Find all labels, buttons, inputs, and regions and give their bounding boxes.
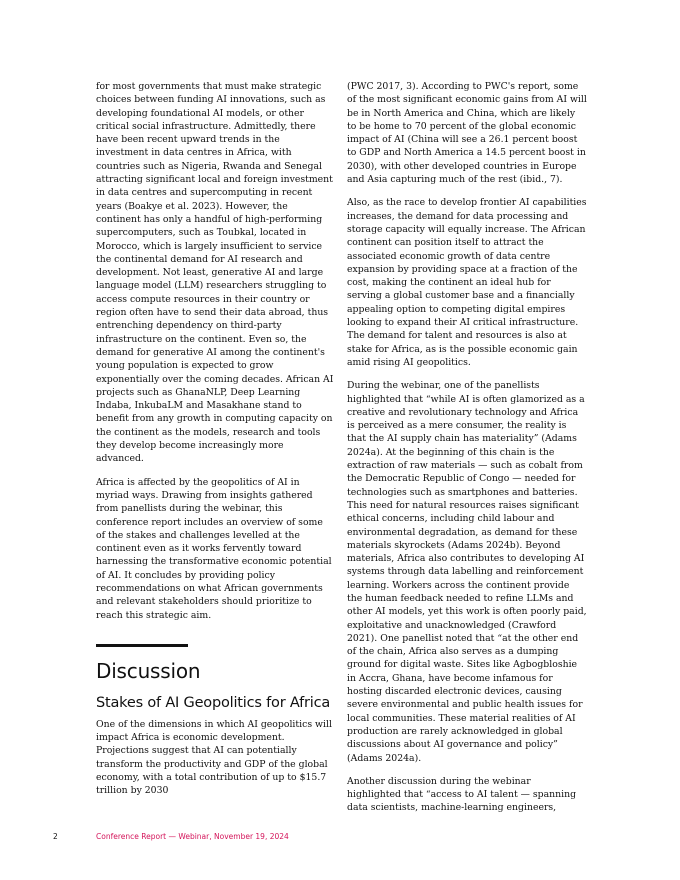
body-paragraph: During the webinar, one of the panellists highlighted that “while AI is often glamorized as a creative and revolutionary technology and Africa is perceived as a mere consumer, the reality is that the AI supply chain has materiality” (Adams 2024a). At the beginning of this chain is the extraction of raw materials — such as cobalt from the Democratic Republic of Congo — needed for technologies such as smartphones and batteries. This need for natural resources raises significant ethical concerns, including child labour and environmental degradation, as demand for these materials skyrockets (Adams 2024b). Beyond materials, Africa also contributes to developing AI systems through data labelling and reinforcement learning. Workers across the continent provide the human feedback needed to refine LLMs and other AI models, yet this work is often poorly paid, exploitative and unacknowledged (Crawford 2021). One panellist noted that “at the other end of the chain, Africa also serves as a dumping ground for digital waste. Sites like Agbogbloshie in Accra, Ghana, have become infamous for hosting discarded electronic devices, causing severe environmental and public health issues for local communities. These material realities of AI production are rarely acknowledged in global discussions about AI governance and policy” (Adams 2024a). [347,380,587,764]
right-column [347,80,587,825]
section-heading: Discussion [96,658,201,683]
section-divider [96,644,188,647]
page-number: 2 [53,832,58,841]
body-paragraph: Africa is affected by the geopolitics of AI in myriad ways. Drawing from insights gathered from panellists during the webinar, this conference report includes an overview of some of the stakes and challenges levelled at the continent even as it works fervently toward harnessing the transformative economic potential of AI. It concludes by providing policy recommendations on what African governments and relevant stakeholders should prioritize to reach this strategic aim. [96,476,332,621]
subsection-heading: Stakes of AI Geopolitics for Africa [96,694,331,711]
body-paragraph: Another discussion during the webinar highlighted that “access to AI talent — spanning data scientists, machine-learning engineers, [347,775,577,814]
footer-text: Conference Report — Webinar, November 19, 2024 [96,832,289,841]
body-paragraph: (PWC 2017, 3). According to PWC's report, some of the most significant economic gains from AI will be in North America and China, which are likely to be home to 70 percent of the global economic impact of AI (China will see a 26.1 percent boost to GDP and North America a 14.5 percent boost in 2030), with other developed countries in Europe and Asia capturing much of the rest (ibid., 7). [347,81,587,186]
body-paragraph: for most governments that must make strategic choices between funding AI innovations, such as developing foundational AI models, or other critical social infrastructure. Admittedly, there have been recent upward trends in the investment in data centres in Africa, with countries such as Nigeria, Rwanda and Senegal attracting significant local and foreign investment in data centres and supercomputing in recent years (Boakye et al. 2023). However, the continent has only a handful of high-performing supercomputers, such as Toubkal, located in Morocco, which is largely insufficient to service the continental demand for AI research and development. Not least, generative AI and large language model (LLM) researchers struggling to access compute resources in their country or region often have to send their data abroad, thus entrenching dependency on third-party infrastructure on the continent. Even so, the demand for generative AI among the continent's young population is expected to grow exponentially over the coming decades. African AI projects such as GhanaNLP, Deep Learning Indaba, InkubaLM and Masakhane stand to benefit from any growth in computing capacity on the continent as the models, research and tools they develop become increasingly more advanced. [96,81,334,465]
body-paragraph: One of the dimensions in which AI geopolitics will impact Africa is economic development. Projections suggest that AI can potentially transform the productivity and GDP of the global economy, with a total contribution of up to $15.7 trillion by 2030 [96,718,332,797]
left-column [96,80,334,808]
body-paragraph: Also, as the race to develop frontier AI capabilities increases, the demand for data processing and storage capacity will equally increase. The African continent can position itself to attract the associated economic growth of data centre expansion by providing space at a fraction of the cost, making the continent an ideal hub for serving a global customer base and a financially appealing option to competing digital empires looking to expand their AI critical infrastructure. The demand for talent and resources is also at stake for Africa, as is the possible economic gain amid rising AI geopolitics. [347,197,587,368]
